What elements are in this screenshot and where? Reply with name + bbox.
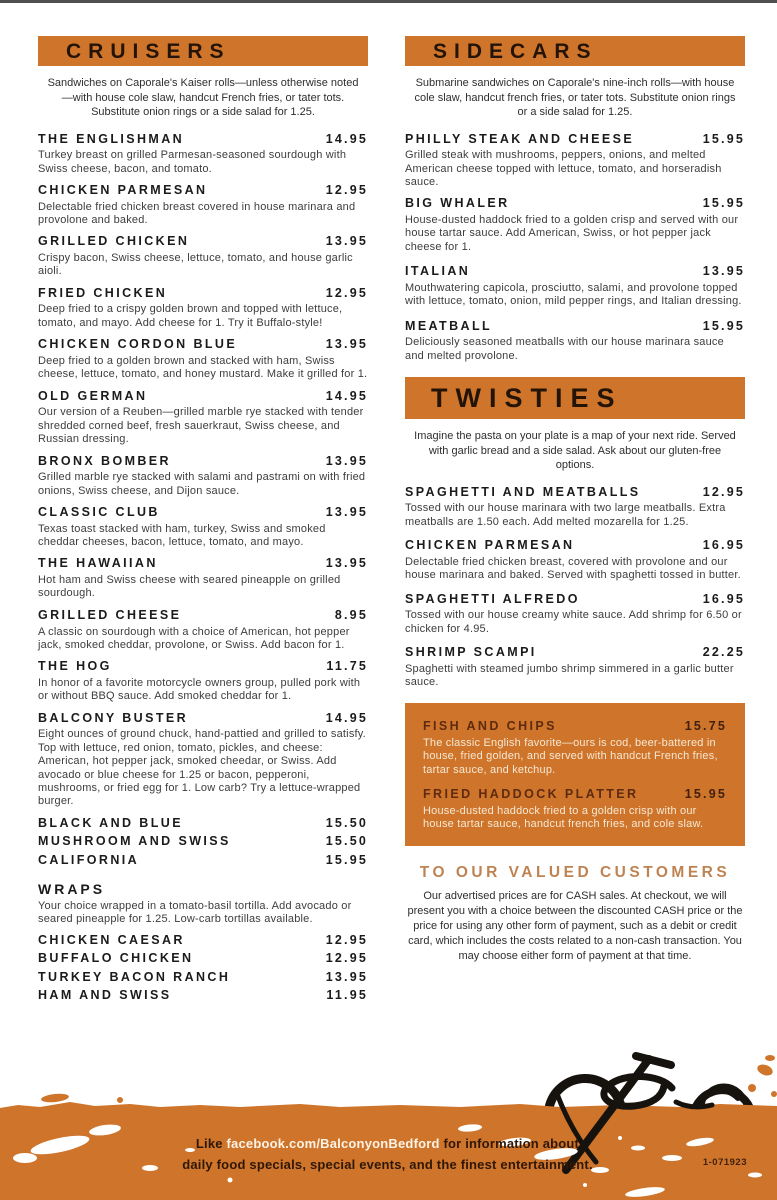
menu-item [405, 538, 745, 582]
item-description: Tossed with our house creamy white sauce. Add shrimp for 6.50 or chicken for 4.95. [405, 609, 742, 635]
fish-specials-box [405, 703, 745, 845]
print-code: 1-071923 [702, 1157, 747, 1168]
item-price: 16.95 [702, 591, 745, 606]
menu-item [38, 556, 368, 600]
cruisers-intro: Sandwiches on Caporale's Kaiser rolls—unless otherwise noted—with house cole slaw, handcut French fries, or tater tots. Substitute onion rings or a side salad for 1.25. [47, 77, 359, 119]
menu-item [38, 389, 368, 447]
sidecars-intro: Submarine sandwiches on Caporale's nine-inch rolls—with house cole slaw, handcut french fries, or tater tots. Substitute onion rings or a side salad for 1.25. [414, 77, 736, 119]
menu-item [38, 659, 368, 703]
item-price: 11.95 [326, 988, 368, 1003]
item-description: A classic on sourdough with a choice of American, hot pepper jack, smoked cheddar, provolone, or Swiss. Add bacon for 1. [38, 625, 350, 651]
footer-promo-text [100, 1134, 675, 1176]
item-description: Spaghetti with steamed jumbo shrimp simmered in a garlic butter sauce. [405, 662, 734, 688]
item-name: MUSHROOM AND SWISS [38, 834, 231, 849]
item-name: MEATBALL [405, 318, 493, 333]
item-price: 16.95 [702, 538, 745, 553]
scan-top-edge [0, 0, 777, 3]
menu-item [423, 719, 727, 777]
item-name: BLACK AND BLUE [38, 815, 183, 830]
item-description: Deliciously seasoned meatballs with our house marinara sauce and melted provolone. [405, 336, 724, 362]
item-name: SHRIMP SCAMPI [405, 644, 537, 659]
item-price: 15.95 [702, 318, 745, 333]
item-description: Deep fried to a crispy golden brown and topped with lettuce, tomato, and mayo. Add cheese for 1. Try it Buffalo-style! [38, 303, 343, 329]
menu-column-right [405, 36, 745, 1007]
item-description: Turkey breast on grilled Parmesan-seasoned sourdough with Swiss cheese, bacon, and tomato. [38, 149, 347, 175]
item-price: 13.95 [702, 264, 745, 279]
item-name: CALIFORNIA [38, 853, 140, 868]
wraps-intro: Your choice wrapped in a tomato-basil tortilla. Add avocado or seared pineapple for 1.25. Low-carb tortillas available. [38, 899, 352, 926]
item-name: PHILLY STEAK AND CHEESE [405, 131, 635, 146]
item-price: 15.50 [325, 834, 368, 849]
item-price: 15.75 [684, 719, 727, 734]
item-price: 14.95 [325, 131, 368, 146]
menu-columns [38, 36, 745, 1007]
section-header-sidecars: SIDECARS [405, 36, 745, 66]
menu-item [38, 988, 368, 1004]
item-description: House-dusted haddock fried to a golden crisp with our house tartar sauce, handcut french fries, and cole slaw. [423, 804, 704, 831]
menu-item [405, 132, 745, 190]
item-name: SPAGHETTI ALFREDO [405, 591, 580, 606]
item-price: 12.95 [325, 285, 368, 300]
item-price: 13.95 [325, 969, 368, 984]
menu-item [38, 834, 368, 850]
item-name: CHICKEN PARMESAN [38, 182, 208, 197]
item-price: 13.95 [325, 234, 368, 249]
menu-item [405, 592, 745, 636]
menu-item [405, 645, 745, 689]
footer-artwork [0, 1050, 777, 1200]
item-name: CLASSIC CLUB [38, 505, 160, 520]
menu-item [405, 196, 745, 254]
menu-item [38, 234, 368, 278]
item-name: BALCONY BUSTER [38, 710, 189, 725]
item-name: CHICKEN CORDON BLUE [38, 337, 238, 352]
item-name: THE HOG [38, 659, 112, 674]
section-header-twisties: TWISTIES [405, 377, 745, 419]
section-header-cruisers: CRUISERS [38, 36, 368, 66]
item-price: 13.95 [325, 505, 368, 520]
item-description: House-dusted haddock fried to a golden crisp and served with our house tartar sauce. Add American, Swiss, or hot pepper jack cheese for 1. [405, 214, 739, 253]
menu-item [405, 264, 745, 308]
item-price: 22.25 [702, 644, 745, 659]
item-price: 13.95 [325, 337, 368, 352]
menu-item [38, 853, 368, 869]
customer-notice-title: TO OUR VALUED CUSTOMERS [419, 863, 731, 881]
item-name: FRIED CHICKEN [38, 285, 168, 300]
item-price: 11.75 [326, 659, 368, 674]
item-description: Grilled steak with mushrooms, peppers, onions, and melted American cheese topped with lettuce, tomato, and horseradish sauce. [405, 149, 722, 188]
item-price: 15.50 [325, 815, 368, 830]
item-description: Eight ounces of ground chuck, hand-pattied and grilled to satisfy. Top with lettuce, red onion, tomato, pickles, and cheese: American, hot pepper jack, smoked cheedar, or Swiss. Add avocado or blue cheese for 1.25 or bacon, pepperoni, mushrooms, or fried egg for 1. Low carb? Try a lettuce-wrapped burger. [38, 728, 366, 808]
item-name: OLD GERMAN [38, 388, 148, 403]
footer-like-word: Like [195, 1136, 223, 1152]
item-description: Texas toast stacked with ham, turkey, Swiss and smoked cheddar cheeses, bacon, lettuce, tomato, and mayo. [38, 522, 326, 549]
menu-item [38, 183, 368, 227]
item-price: 14.95 [325, 710, 368, 725]
item-name: CHICKEN CAESAR [38, 932, 185, 947]
menu-item [38, 454, 368, 498]
item-price: 12.95 [325, 951, 368, 966]
facebook-url: facebook.com/BalconyonBedford [226, 1136, 440, 1152]
item-description: Crispy bacon, Swiss cheese, lettuce, tomato, and house garlic aioli. [38, 252, 353, 278]
item-name: GRILLED CHICKEN [38, 234, 190, 249]
item-name: ITALIAN [405, 264, 471, 279]
menu-item [423, 787, 727, 831]
item-name: FRIED HADDOCK PLATTER [423, 787, 639, 802]
item-price: 13.95 [325, 453, 368, 468]
item-description: Deep fried to a golden brown and stacked with ham, Swiss cheese, lettuce, tomato, and honey mustard. Make it grilled for 1. [38, 354, 368, 381]
item-name: FISH AND CHIPS [423, 719, 557, 734]
item-name: THE HAWAIIAN [38, 556, 158, 571]
item-name: THE ENGLISHMAN [38, 131, 185, 146]
item-price: 12.95 [325, 182, 368, 197]
item-description: The classic English favorite—ours is cod, beer-battered in house, fried golden, and served with handcut French fries, tartar sauce, and ketchup. [423, 737, 718, 776]
item-description: Grilled marble rye stacked with salami and pastrami on with fried onions, Swiss cheese, and Dijon sauce. [38, 471, 366, 497]
item-price: 12.95 [702, 484, 745, 499]
customer-notice-body: Our advertised prices are for CASH sales. At checkout, we will present you with a choice between the discounted CASH price or the price for using any other form of payment, such as a debit or credit card, which includes the costs related to a non-cash transaction. You may choose either form of payment at that time. [407, 889, 743, 963]
item-name: GRILLED CHEESE [38, 607, 182, 622]
item-price: 14.95 [325, 388, 368, 403]
menu-item [38, 711, 368, 809]
wraps-subheading: WRAPS [38, 880, 106, 897]
item-price: 12.95 [325, 932, 368, 947]
twisties-intro: Imagine the pasta on your plate is a map of your next ride. Served with garlic bread and a side salad. Ask about our gluten-free options. [414, 430, 736, 472]
menu-item [38, 505, 368, 549]
item-price: 15.95 [702, 196, 745, 211]
menu-item [38, 970, 368, 986]
footer-rest-line1: for information about [443, 1136, 580, 1152]
menu-item [38, 951, 368, 967]
footer-line2: daily food specials, special events, and the finest entertainment. [182, 1157, 593, 1173]
item-name: BUFFALO CHICKEN [38, 951, 194, 966]
menu-item [405, 485, 745, 529]
menu-item [38, 337, 368, 381]
menu-column-left [38, 36, 368, 1007]
item-price: 15.95 [702, 131, 745, 146]
item-description: Tossed with our house marinara with two large meatballs. Extra meatballs are 1.50 each. Add melted mozarella for 1.25. [405, 502, 726, 528]
item-name: BRONX BOMBER [38, 453, 171, 468]
menu-item [38, 286, 368, 330]
menu-item [38, 608, 368, 652]
item-description: In honor of a favorite motorcycle owners group, pulled pork with or without BBQ sauce. Add smoked cheddar for 1. [38, 676, 361, 703]
item-description: Delectable fried chicken breast, covered with provolone and our house marinara and baked. Served with spaghetti tossed in butter. [405, 555, 741, 582]
item-price: 15.95 [325, 853, 368, 868]
item-name: TURKEY BACON RANCH [38, 969, 231, 984]
item-description: Delectable fried chicken breast covered in house marinara and provolone and baked. [38, 200, 356, 227]
menu-item [405, 319, 745, 363]
item-name: SPAGHETTI AND MEATBALLS [405, 484, 641, 499]
customer-notice [405, 864, 745, 965]
menu-item [38, 816, 368, 832]
item-price: 13.95 [325, 556, 368, 571]
menu-item [38, 933, 368, 949]
menu-item [38, 132, 368, 176]
item-name: HAM AND SWISS [38, 988, 172, 1003]
item-price: 8.95 [334, 607, 368, 622]
item-description: Our version of a Reuben—grilled marble rye stacked with tender shredded corned beef, fresh sauerkraut, Swiss cheese, and Russian dressing. [38, 406, 364, 446]
item-description: Mouthwatering capicola, prosciutto, salami, and provolone topped with lettuce, tomato, onion, mild pepper rings, and Italian dressing. [405, 281, 742, 308]
item-name: BIG WHALER [405, 196, 510, 211]
item-price: 15.95 [684, 787, 727, 802]
item-description: Hot ham and Swiss cheese with seared pineapple on grilled sourdough. [38, 574, 341, 600]
item-name: CHICKEN PARMESAN [405, 538, 575, 553]
